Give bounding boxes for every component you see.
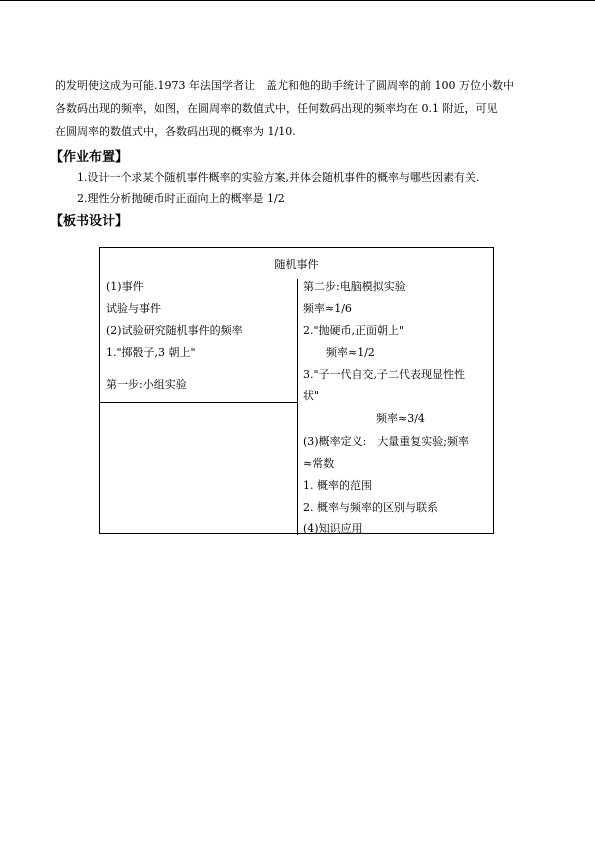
board-right-line: 2."抛硬币,正面朝上" — [303, 324, 405, 337]
board-design-box — [99, 247, 494, 534]
homework-heading: 【作业布置】 — [50, 150, 129, 165]
board-right-line: 第二步:电脑模拟实验 — [303, 280, 406, 293]
board-left-line: (1)事件 — [106, 280, 144, 293]
board-left-divider — [100, 402, 297, 403]
board-right-line: 2. 概率与频率的区别与联系 — [303, 501, 438, 514]
board-heading: 【板书设计】 — [50, 214, 129, 229]
board-title: 随机事件 — [274, 258, 319, 271]
board-right-line: 频率≈1/6 — [303, 302, 352, 315]
board-left-line: 试验与事件 — [106, 302, 161, 315]
board-left-line: (2)试验研究随机事件的频率 — [106, 324, 243, 337]
paragraph-line: 各数码出现的频率，如图，在圆周率的数值式中，任何数码出现的频率均在 0.1 附近，可见 — [55, 102, 498, 115]
paragraph-line: 在圆周率的数值式中，各数码出现的概率为 1/10. — [55, 125, 296, 138]
board-column-divider — [297, 279, 298, 535]
board-right-line: ≈常数 — [303, 457, 335, 470]
board-right-line: 状" — [303, 389, 320, 402]
board-left-line: 第一步:小组实验 — [106, 378, 187, 391]
homework-item: 2.理性分析抛硬币时正面向上的概率是 1/2 — [77, 192, 285, 205]
board-right-line: 1. 概率的范围 — [303, 479, 372, 492]
board-right-line: 频率≈1/2 — [326, 346, 375, 359]
board-right-line: 3."子一代自交,子二代表现显性性 — [303, 368, 466, 381]
board-right-line: (3)概率定义: 大量重复实验;频率 — [303, 435, 469, 448]
homework-item: 1.设计一个求某个随机事件概率的实验方案,并体会随机事件的概率与哪些因素有关. — [77, 171, 480, 184]
board-left-line: 1."掷骰子,3 朝上" — [106, 346, 196, 359]
page-top-rule — [0, 0, 595, 1]
board-right-line: 频率≈3/4 — [376, 412, 425, 425]
paragraph-line: 的发明使这成为可能.1973 年法国学者让 盖尤和他的助手统计了圆周率的前 100 万位小数中 — [55, 79, 514, 92]
board-right-line: (4)知识应用 — [303, 522, 363, 535]
